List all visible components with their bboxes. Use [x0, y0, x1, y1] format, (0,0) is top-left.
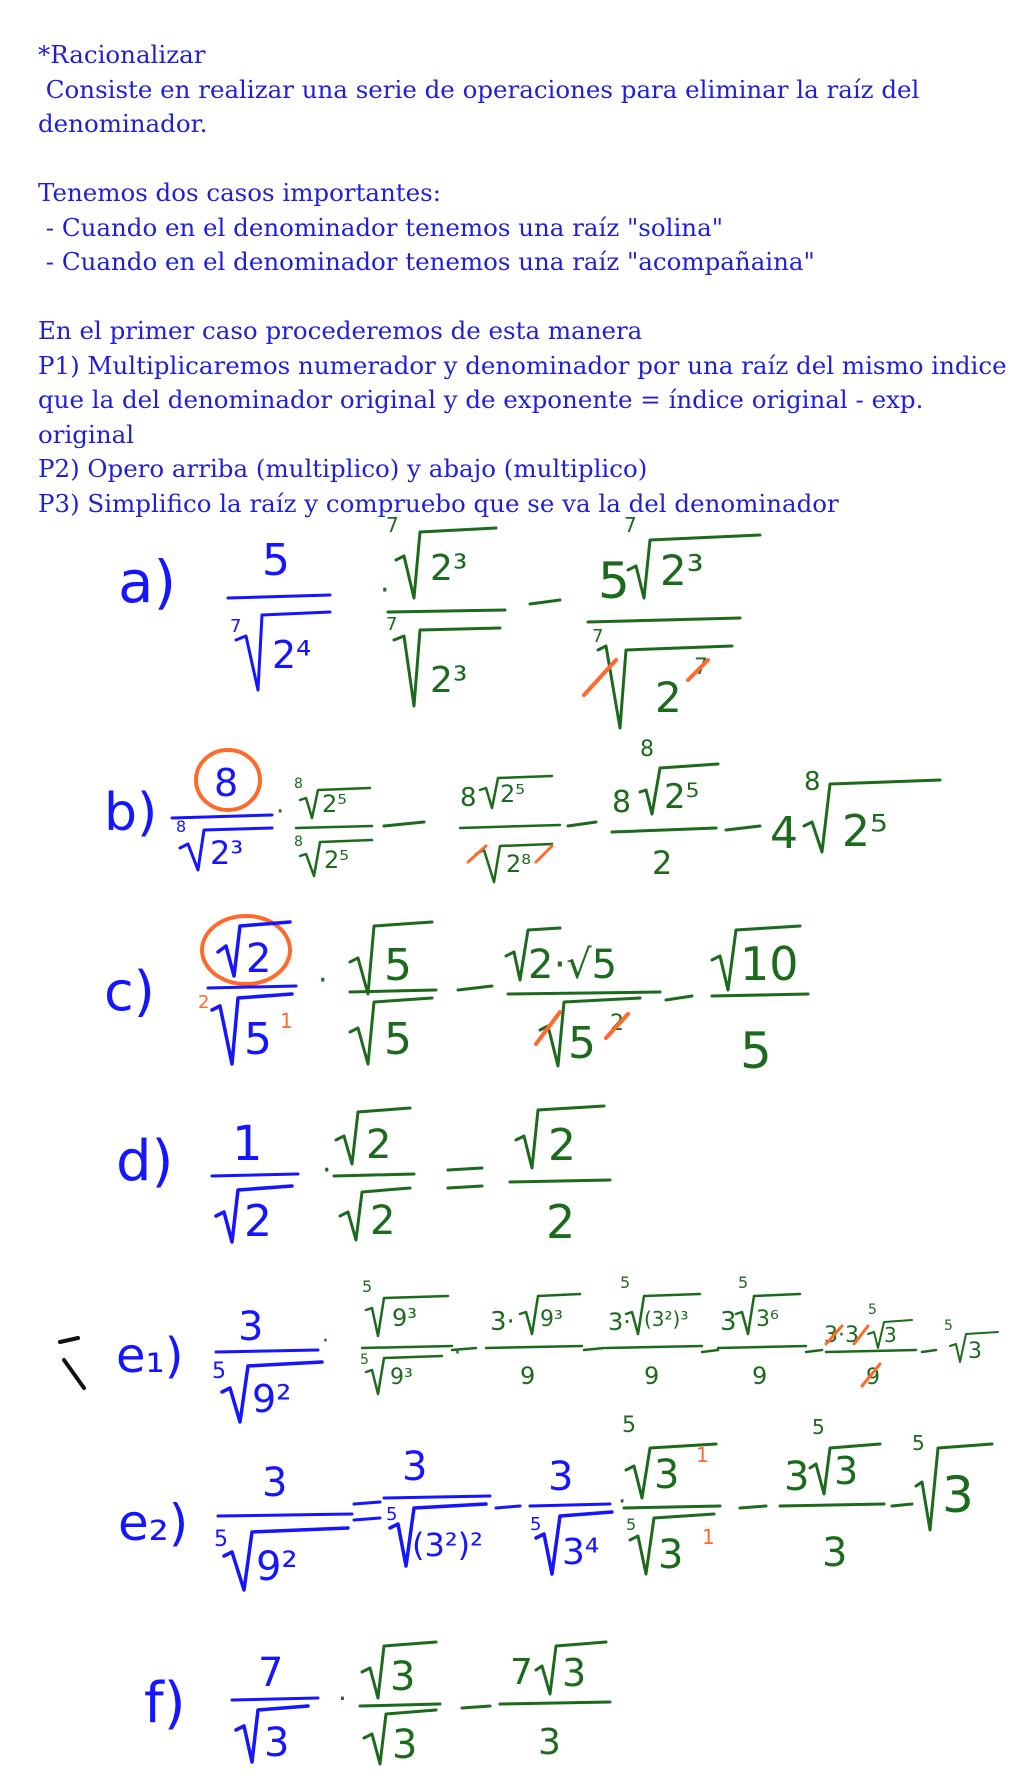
b-s1-coef: 8: [460, 783, 477, 813]
dot: ·: [318, 963, 328, 998]
svg-text:·: ·: [454, 1341, 461, 1366]
f-final-rad: 3: [562, 1651, 587, 1695]
b-final-coef: 4: [770, 808, 798, 859]
b-den-rad: 2³: [210, 834, 244, 872]
e2-numerator: 3: [262, 1460, 288, 1506]
e2-mult-den-rad: 3: [658, 1532, 684, 1578]
c-den-rad: 5: [244, 1014, 272, 1065]
e2-den-index: 5: [214, 1527, 228, 1552]
e1-s3-rad: 3⁶: [756, 1307, 779, 1332]
example-d: [116, 1106, 610, 1249]
e2-mult-den-exp: 1: [702, 1525, 715, 1549]
e1-mult-rad: 9³: [392, 1304, 417, 1332]
d-final-num: 2: [548, 1120, 576, 1171]
dot: ·: [322, 1329, 329, 1354]
d-numerator: 1: [232, 1116, 263, 1172]
e1-s4-den: 9: [866, 1365, 880, 1390]
e1-numerator: 3: [238, 1304, 264, 1350]
d-den-rad: 2: [244, 1196, 272, 1247]
a-res-den-index: 7: [592, 626, 604, 647]
example-c: [104, 916, 808, 1080]
e1-index5-d: 5: [944, 1318, 953, 1334]
b-mult-den-index: 8: [294, 834, 303, 850]
c-s1-den-exp: 2: [610, 1011, 624, 1036]
a-mult-den-rad: 2³: [430, 660, 468, 701]
text-line: que la del denominador original y de exponente = índice original - exp.: [38, 385, 924, 414]
c-final-den: 5: [740, 1022, 772, 1080]
e2-mult-rad: 3: [654, 1452, 680, 1498]
dot: ·: [618, 1487, 627, 1517]
e2-s3-den: 3: [822, 1530, 848, 1576]
c-mult-den-rad: 5: [384, 1014, 412, 1065]
e1-mult-den-rad: 9³: [390, 1365, 413, 1390]
dot: ·: [276, 797, 285, 827]
example-b-label: b): [104, 783, 158, 843]
example-a: [118, 513, 760, 728]
e1-final-rad: 3: [968, 1339, 982, 1364]
f-final-coef: 7: [510, 1652, 533, 1693]
d-mult-den-rad: 2: [370, 1198, 396, 1244]
b-s2-index: 8: [640, 737, 654, 762]
b-s1-rad: 2⁵: [500, 780, 525, 808]
b-numerator: 8: [214, 761, 239, 805]
e2-den-rad: 9²: [256, 1544, 298, 1590]
example-c-label: c): [104, 960, 155, 1023]
a-res-coef: 5: [598, 552, 630, 610]
e2-mult-den-index: 5: [626, 1515, 637, 1534]
e2-mult-index: 5: [622, 1413, 636, 1438]
c-mult-num-rad: 5: [384, 940, 412, 991]
a-res-index: 7: [624, 513, 637, 537]
e1-s1-den: 9: [520, 1362, 536, 1390]
c-num-rad: 2: [246, 936, 272, 982]
example-f-label: f): [144, 1671, 186, 1736]
dot: ·: [322, 1153, 332, 1188]
f-den-rad: 3: [264, 1720, 290, 1766]
d-mult-num-rad: 2: [366, 1122, 392, 1168]
text-line: P1) Multiplicaremos numerador y denominador por una raíz del mismo indice: [38, 350, 1007, 380]
text-line: Tenemos dos casos importantes:: [38, 178, 441, 207]
b-mult-rad: 2⁵: [322, 790, 347, 818]
e1-s3: 3: [720, 1307, 737, 1337]
c-s1-num: 2·√5: [528, 942, 618, 988]
text-line: Consiste en realizar una serie de operaciones para eliminar la raíz del: [38, 74, 920, 104]
a-mult-den-index: 7: [386, 614, 398, 635]
text-line: *Racionalizar: [38, 40, 206, 69]
example-f: [144, 1642, 610, 1768]
e1-s2: 3·: [608, 1308, 631, 1336]
dot: ·: [338, 1682, 347, 1715]
text-line: - Cuando en el denominador tenemos una raíz "solina": [38, 212, 723, 242]
e1-mult-den-index: 5: [360, 1352, 369, 1368]
a-res-den-exp: 7: [694, 655, 708, 680]
a-numerator: 5: [262, 535, 290, 586]
e2-mult-exp: 1: [696, 1443, 709, 1467]
e2-s3-num: 3: [784, 1454, 810, 1500]
text-line: P3) Simplifico la raíz y compruebo que se va la del denominador: [38, 488, 839, 518]
example-e2: [118, 1413, 992, 1590]
b-s2-den: 2: [652, 844, 673, 882]
e2-final-rad: 3: [942, 1466, 974, 1524]
b-s2-coef: 8: [612, 785, 632, 820]
text-line: original: [38, 419, 135, 449]
c-small-index: 2: [198, 992, 210, 1013]
example-d-label: d): [116, 1129, 174, 1194]
e1-den-rad: 9²: [252, 1377, 292, 1421]
e2-s2-num: 3: [548, 1454, 574, 1500]
e1-s1: 3·: [490, 1307, 515, 1337]
e1-s1-rad: 9³: [540, 1307, 563, 1332]
b-s2-rad: 2⁵: [664, 777, 700, 817]
text-line: denominador.: [38, 109, 208, 138]
e1-mult-index: 5: [362, 1277, 373, 1296]
c-s1-den-rad: 5: [568, 1018, 596, 1069]
e2-s1-num: 3: [402, 1444, 428, 1490]
b-mult-den-rad: 2⁵: [324, 846, 349, 874]
e2-s2-index: 5: [530, 1514, 542, 1535]
f-mult-den-rad: 3: [392, 1722, 418, 1768]
a-den-index: 7: [230, 616, 242, 637]
f-mult-num-rad: 3: [390, 1654, 416, 1700]
dot: ·: [380, 573, 390, 608]
e1-s4: 3·3: [824, 1323, 859, 1348]
b-den-index: 8: [176, 817, 187, 836]
e1-index5-a: 5: [620, 1273, 631, 1292]
example-b: [104, 737, 940, 882]
c-den-exp: 1: [280, 1009, 293, 1033]
b-final-rad: 2⁵: [842, 806, 888, 857]
e1-s4-rad: 3: [884, 1323, 897, 1347]
d-final-den: 2: [546, 1195, 576, 1249]
example-e1: [60, 1273, 998, 1422]
e1-den-index: 5: [212, 1359, 226, 1384]
example-a-label: a): [118, 548, 177, 616]
example-e2-label: e₂): [118, 1494, 189, 1552]
c-final-num: 10: [740, 937, 799, 991]
e2-final-index: 5: [912, 1431, 925, 1455]
e1-s2-den: 9: [644, 1362, 660, 1390]
text-line: En el primer caso procederemos de esta manera: [38, 316, 643, 345]
a-res-den-rad: 2: [655, 673, 682, 722]
b-final-index: 8: [804, 767, 821, 797]
e2-s1-index: 5: [386, 1504, 398, 1525]
e2-s1-rad: (3²)²: [412, 1526, 483, 1564]
e2-s3-rad: 3: [834, 1449, 859, 1493]
e1-index5-b: 5: [738, 1273, 749, 1292]
b-mult-index: 8: [294, 776, 303, 792]
f-final-den: 3: [538, 1722, 561, 1763]
text-line: P2) Opero arriba (multiplico) y abajo (multiplico): [38, 454, 648, 483]
a-mult-rad: 2³: [430, 548, 468, 589]
e2-s2-rad: 3⁴: [562, 1532, 600, 1573]
example-e1-label: e₁): [116, 1328, 184, 1384]
e1-index5-c: 5: [868, 1302, 877, 1318]
f-numerator: 7: [258, 1650, 284, 1696]
e1-s2-rad: (3²)³: [644, 1307, 689, 1331]
a-mult-index: 7: [386, 513, 399, 537]
text-line: - Cuando en el denominador tenemos una raíz "acompañaina": [38, 247, 815, 276]
e2-s3-index: 5: [812, 1415, 825, 1439]
a-den-radicand: 2⁴: [272, 633, 312, 677]
e1-s3-den: 9: [752, 1362, 768, 1390]
a-res-rad: 2³: [660, 546, 704, 595]
b-s1-den-rad: 2⁸: [506, 850, 531, 878]
